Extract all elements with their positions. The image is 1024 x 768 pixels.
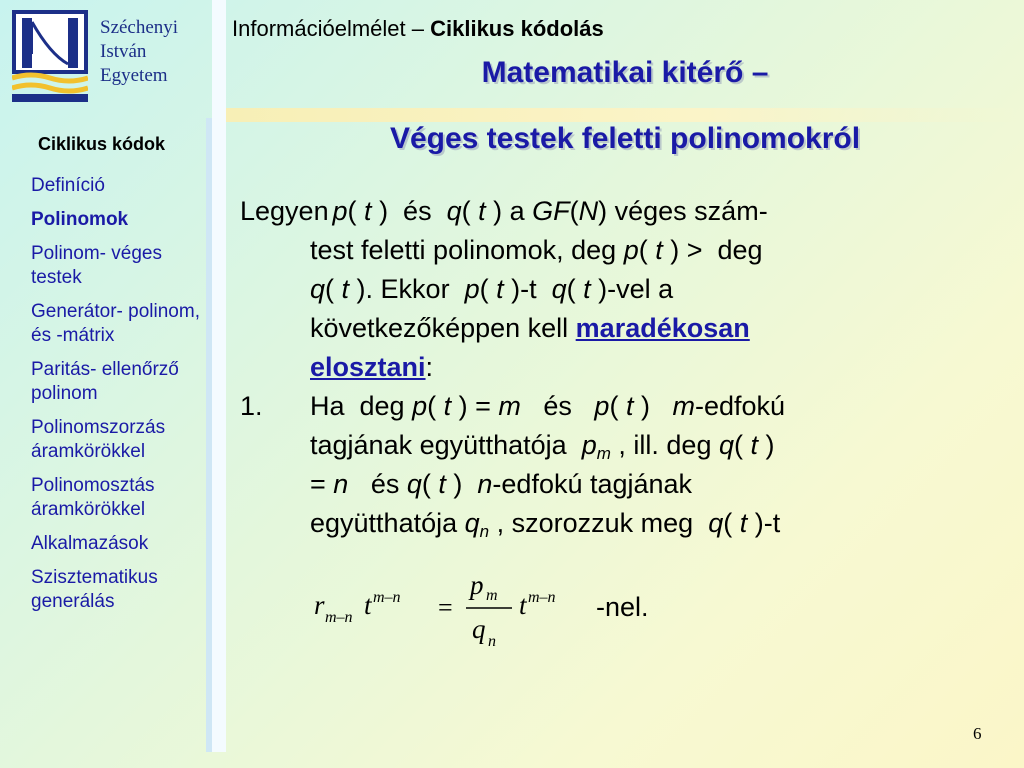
intro-paragraph: Legyen p( t ) és q( t ) a GF(N) véges szám- test feletti polinomok, deg p( t ) > deg q( t ). Ekkor p( t )-t q( t )-vel a következőképpen kell maradékosan elosztani: (240, 192, 980, 387)
header-band (226, 108, 1024, 122)
sidebar-item-polinomszorzas[interactable]: Polinomszorzás áramkörökkel (31, 417, 166, 462)
topic-name: Ciklikus kódolás (430, 16, 604, 41)
sidebar-item-definicio[interactable]: Definíció (31, 175, 105, 196)
sidebar-item-szisztematikus[interactable]: Szisztematikus generálás (31, 567, 158, 612)
sidebar-divider (212, 0, 226, 752)
slide-title-line-2: Véges testek feletti polinomokról (389, 122, 861, 155)
formula-qn: q (472, 614, 486, 644)
university-logo (12, 10, 88, 104)
list-number: 1. (240, 391, 263, 421)
sidebar-item-polinomok[interactable]: Polinomok (31, 209, 129, 230)
formula-t1-exp: m–n (373, 589, 401, 606)
sidebar-item-polinomosztas[interactable]: Polinomosztás áramkörökkel (31, 475, 155, 520)
course-name: Információelmélet – (232, 16, 424, 41)
sidebar-nav (31, 174, 211, 624)
formula-equals: = (438, 593, 453, 622)
page-number: 6 (973, 724, 982, 743)
formula-r-sub: m–n (325, 609, 353, 626)
sidebar-heading: Ciklikus kódok (38, 134, 166, 154)
slide-header (232, 16, 604, 42)
formula-qn-sub: n (488, 633, 496, 650)
intro-lead: Legyen (240, 196, 329, 226)
sidebar-item-generator-polinom[interactable]: Generátor- polinom, és -mátrix (31, 301, 200, 346)
elosztani-link[interactable]: elosztani (310, 352, 426, 382)
formula-pm-sub: m (486, 587, 498, 604)
formula (312, 574, 692, 664)
logo-line-2: István (100, 41, 147, 62)
formula-t2: t (519, 590, 527, 620)
sidebar-item-alkalmazasok[interactable]: Alkalmazások (31, 533, 149, 554)
sidebar-item-paritas-ellenorzo[interactable]: Paritás- ellenőrző polinom (31, 359, 179, 404)
formula-r: r (314, 590, 325, 620)
logo-text (100, 16, 178, 88)
formula-t1: t (364, 590, 372, 620)
step-1-paragraph: 1. Ha deg p( t ) = m és p( t ) m-edfokú tagjának együtthatója $p_m$ , ill. deg q( t ) = n és q( t ) n-edfokú tagjának együtthatója $q_n$ , szorozzuk meg q( t )-t (240, 387, 980, 543)
slide-content (240, 192, 980, 543)
formula-t2-exp: m–n (528, 589, 556, 606)
formula-pm: p (470, 574, 484, 600)
logo-line-3: Egyetem (100, 65, 168, 86)
formula-suffix: -nel. (596, 592, 649, 622)
sidebar-item-polinom-veges-testek[interactable]: Polinom- véges testek (31, 243, 162, 288)
logo-line-1: Széchenyi (100, 17, 179, 38)
bridge-logo-icon (12, 10, 88, 104)
slide-title-line-1: Matematikai kitérő – (481, 56, 769, 89)
maradekosan-link[interactable]: maradékosan (575, 313, 750, 343)
formula-svg (312, 574, 692, 664)
